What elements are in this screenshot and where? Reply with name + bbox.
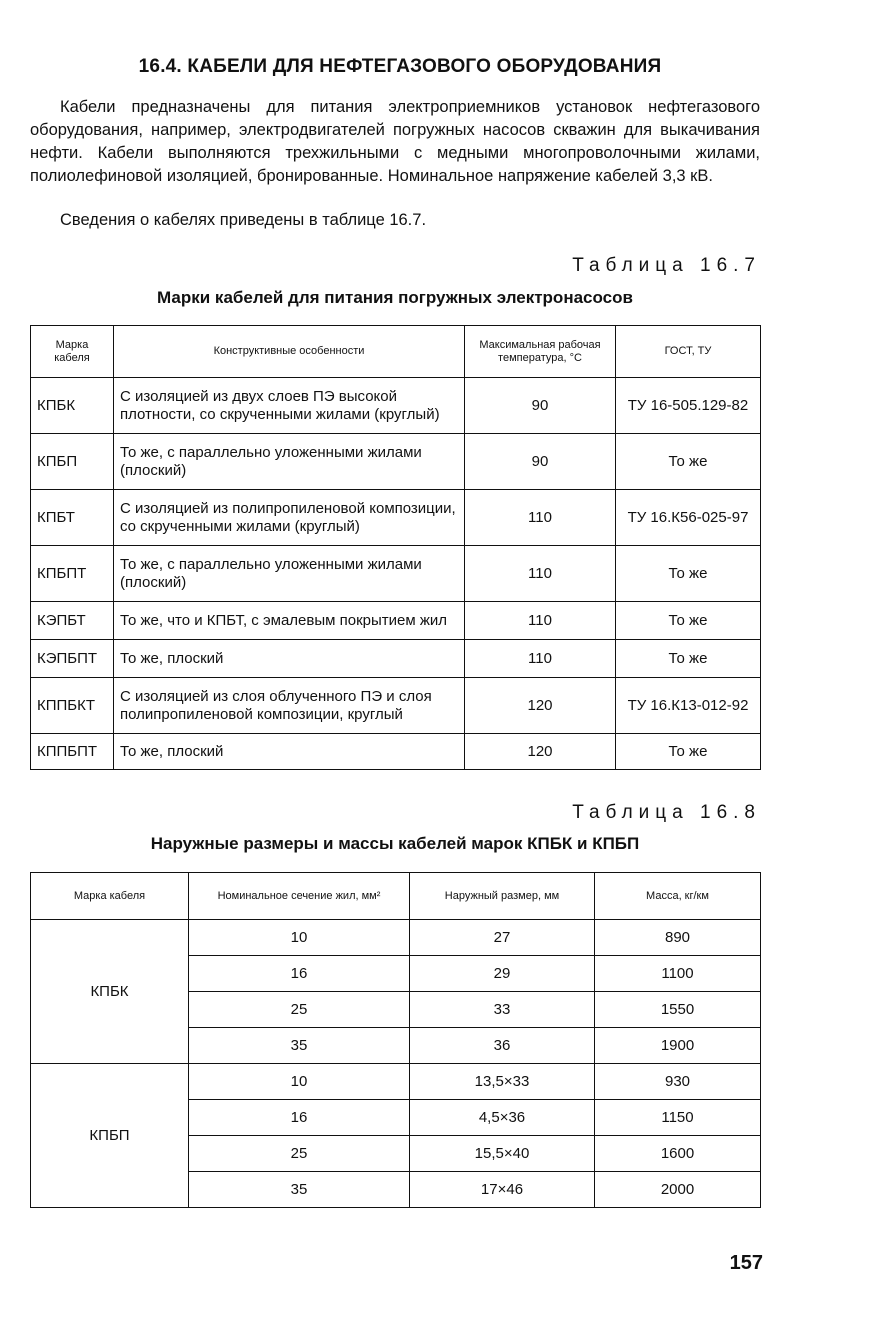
cell-section: 16	[189, 956, 410, 992]
cell-section: 16	[189, 1100, 410, 1136]
cell-gost: То же	[616, 546, 761, 602]
table-row	[31, 734, 761, 770]
cell-gost: ТУ 16.К56-025-97	[616, 490, 761, 546]
group-mark: КПБП	[31, 1064, 189, 1208]
cell-desc: То же, что и КПБТ, с эмалевым покрытием жил	[114, 602, 465, 640]
header-gost: ГОСТ, ТУ	[616, 326, 761, 378]
cell-desc: То же, с параллельно уложенными жилами (плоский)	[114, 434, 465, 490]
group-mark: КПБК	[31, 920, 189, 1064]
cell-gost: То же	[616, 602, 761, 640]
cell-mass: 2000	[595, 1172, 761, 1208]
table-row	[31, 546, 761, 602]
cell-temp: 110	[465, 546, 616, 602]
cell-desc: С изоляцией из слоя облученного ПЭ и слоя полипропиленовой композиции, круглый	[114, 678, 465, 734]
table1-number: Таблица 16.7	[572, 255, 761, 276]
cell-mark: КППБКТ	[31, 678, 114, 734]
table-row	[31, 378, 761, 434]
cell-mass: 1150	[595, 1100, 761, 1136]
cell-gost: ТУ 16.К13-012-92	[616, 678, 761, 734]
table2-caption: Наружные размеры и массы кабелей марок КПБК и КПБП	[150, 834, 640, 853]
cell-temp: 120	[465, 678, 616, 734]
cell-mass: 1550	[595, 992, 761, 1028]
cell-desc: То же, плоский	[114, 734, 465, 770]
cell-section: 25	[189, 1136, 410, 1172]
cell-size: 27	[410, 920, 595, 956]
cell-section: 35	[189, 1172, 410, 1208]
cell-gost: ТУ 16-505.129-82	[616, 378, 761, 434]
cell-mass: 1100	[595, 956, 761, 992]
header-design: Конструктивные особенности	[114, 326, 465, 378]
header-mark: Марка кабеля	[31, 873, 189, 920]
cell-mass: 1900	[595, 1028, 761, 1064]
cell-mark: КПБТ	[31, 490, 114, 546]
cell-temp: 110	[465, 602, 616, 640]
cell-mark: КЭПБПТ	[31, 640, 114, 678]
header-size: Наружный размер, мм	[410, 873, 595, 920]
paragraph-intro: Кабели предназначены для питания электроприемников установок нефтегазового оборудования, например, электродвигателей погружных насосов скважин для выкачивания нефти. Кабели выполняются трехжильными с медными многопроволочными жилами, полиолефиновой изоляцией, бронированные. Номинальное напряжение кабелей 3,3 кВ.	[30, 98, 760, 185]
cell-section: 25	[189, 992, 410, 1028]
table-row	[31, 602, 761, 640]
cell-gost: То же	[616, 640, 761, 678]
cell-mass: 930	[595, 1064, 761, 1100]
cell-desc: То же, с параллельно уложенными жилами (плоский)	[114, 546, 465, 602]
cable-dimensions-table	[30, 872, 761, 1208]
cell-gost: То же	[616, 734, 761, 770]
cell-size: 33	[410, 992, 595, 1028]
cell-mark: КПБП	[31, 434, 114, 490]
table-row	[31, 678, 761, 734]
cell-temp: 110	[465, 490, 616, 546]
table1-header-row	[31, 326, 761, 378]
table-row	[31, 920, 761, 956]
cell-section: 10	[189, 920, 410, 956]
cell-desc: С изоляцией из полипропиленовой композиции, со скрученными жилами (круглый)	[114, 490, 465, 546]
cell-size: 13,5×33	[410, 1064, 595, 1100]
page-number: 157	[729, 1252, 763, 1274]
cell-mark: КПБК	[31, 378, 114, 434]
cell-section: 10	[189, 1064, 410, 1100]
cell-mark: КЭПБТ	[31, 602, 114, 640]
header-temperature: Максимальная рабочая температура, °С	[465, 326, 616, 378]
cell-size: 17×46	[410, 1172, 595, 1208]
table-row	[31, 490, 761, 546]
cell-size: 29	[410, 956, 595, 992]
header-mark: Марка кабеля	[31, 326, 114, 378]
header-mass: Масса, кг/км	[595, 873, 761, 920]
cell-desc: То же, плоский	[114, 640, 465, 678]
cell-temp: 110	[465, 640, 616, 678]
cell-section: 35	[189, 1028, 410, 1064]
cable-marks-table	[30, 325, 761, 770]
table1-caption: Марки кабелей для питания погружных электронасосов	[157, 288, 633, 307]
cell-size: 4,5×36	[410, 1100, 595, 1136]
cell-temp: 90	[465, 434, 616, 490]
section-title: 16.4. КАБЕЛИ ДЛЯ НЕФТЕГАЗОВОГО ОБОРУДОВАНИЯ	[138, 56, 662, 77]
cell-mass: 1600	[595, 1136, 761, 1172]
cell-size: 15,5×40	[410, 1136, 595, 1172]
table2-header-row	[31, 873, 761, 920]
paragraph-table-ref: Сведения о кабелях приведены в таблице 16.7.	[60, 211, 427, 229]
cell-size: 36	[410, 1028, 595, 1064]
cell-temp: 90	[465, 378, 616, 434]
cell-gost: То же	[616, 434, 761, 490]
table-row	[31, 1064, 761, 1100]
cell-desc: С изоляцией из двух слоев ПЭ высокой плотности, со скрученными жилами (круглый)	[114, 378, 465, 434]
header-section: Номинальное сечение жил, мм²	[189, 873, 410, 920]
table-row	[31, 434, 761, 490]
cell-mass: 890	[595, 920, 761, 956]
table-row	[31, 640, 761, 678]
cell-mark: КПБПТ	[31, 546, 114, 602]
cell-mark: КППБПТ	[31, 734, 114, 770]
table2-number: Таблица 16.8	[572, 802, 761, 823]
cell-temp: 120	[465, 734, 616, 770]
